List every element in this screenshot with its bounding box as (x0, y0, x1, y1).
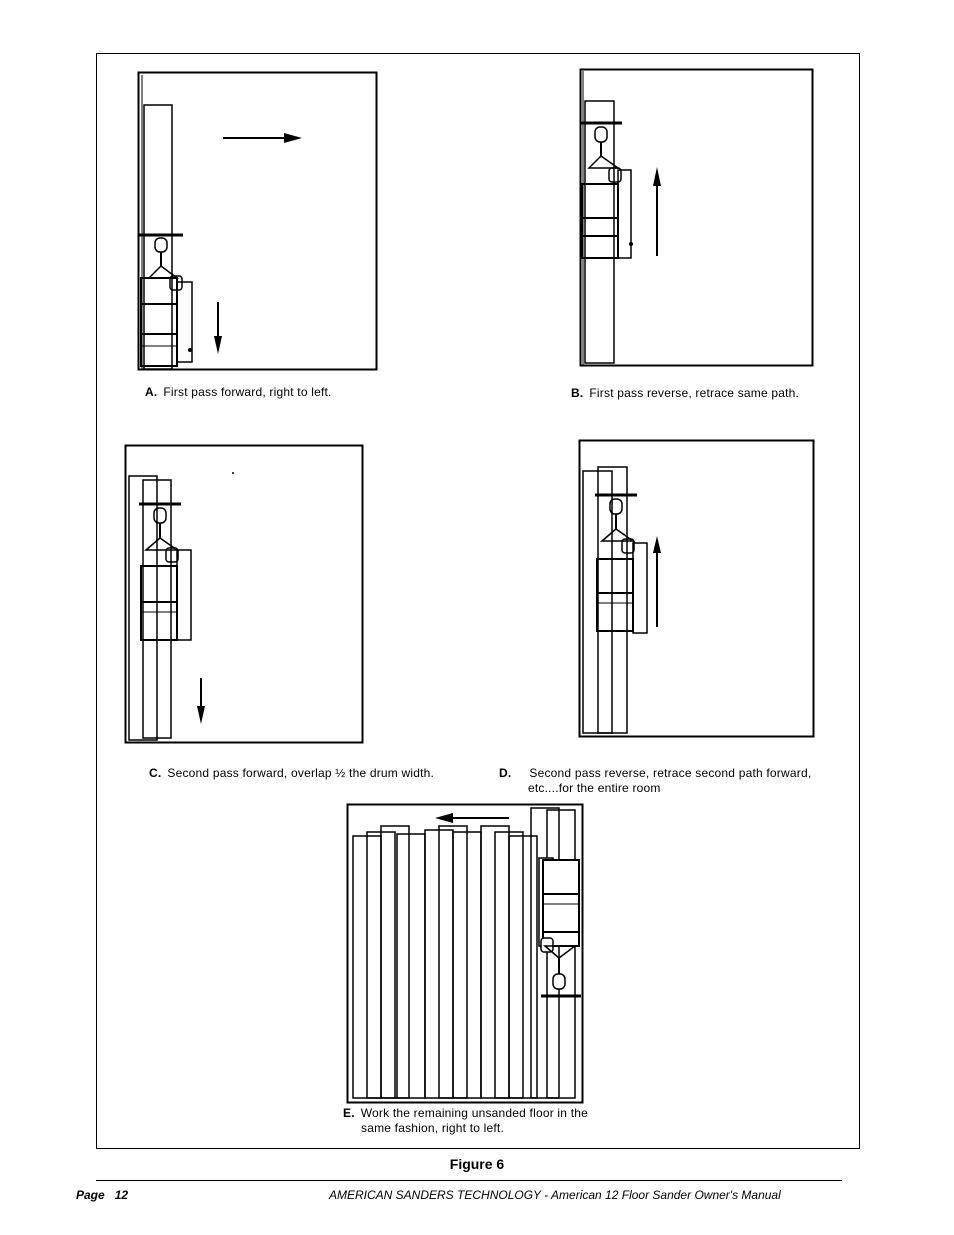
caption-c (149, 766, 434, 781)
caption-a-letter: A. (145, 385, 158, 399)
caption-e-line1: Work the remaining unsanded floor in the (360, 1106, 588, 1120)
caption-b (571, 386, 799, 401)
caption-b-text: First pass reverse, retrace same path. (589, 386, 800, 400)
caption-e (343, 1106, 588, 1136)
caption-e-line2: same fashion, right to left. (361, 1121, 505, 1135)
caption-d-letter: D. (499, 766, 512, 780)
panel-b-illustration (578, 66, 816, 368)
sander-machine (595, 495, 647, 633)
caption-a (145, 385, 332, 400)
caption-c-text: Second pass forward, overlap ½ the drum width. (167, 766, 435, 780)
caption-a-text: First pass forward, right to left. (163, 385, 332, 399)
figure-title: Figure 6 (449, 1156, 505, 1172)
caption-b-letter: B. (571, 386, 584, 400)
footer-rule (96, 1180, 842, 1181)
panel-e-illustration (345, 802, 588, 1107)
caption-d (499, 766, 831, 796)
caption-e-letter: E. (343, 1106, 355, 1120)
sander-machine (580, 123, 633, 258)
sanded-strips (353, 808, 575, 1098)
footer-page (76, 1188, 128, 1202)
panel-d-illustration (577, 437, 817, 740)
sander-machine (139, 235, 192, 366)
panel-c-illustration (123, 442, 366, 747)
caption-d-line1: Second pass reverse, retrace second path forward, (529, 766, 812, 780)
caption-c-letter: C. (149, 766, 162, 780)
footer-page-label: Page (76, 1188, 105, 1202)
footer-page-number: 12 (114, 1188, 129, 1202)
caption-d-line2: etc....for the entire room (528, 781, 661, 795)
sander-machine (139, 504, 191, 640)
panel-a-illustration (137, 70, 379, 372)
footer-manual-title: AMERICAN SANDERS TECHNOLOGY - American 12 Floor Sander Owner's Manual (329, 1188, 781, 1202)
